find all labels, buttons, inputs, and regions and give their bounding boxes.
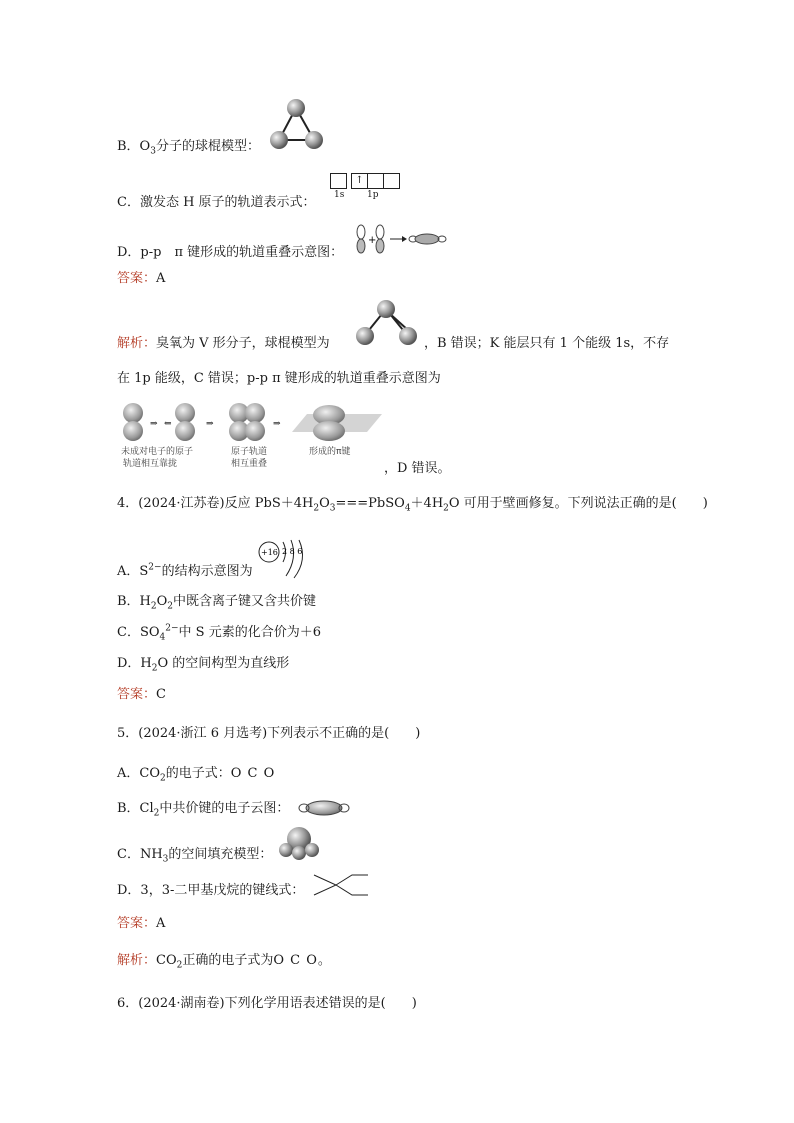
answer-5: 答案：A <box>117 916 166 931</box>
svg-text:原子轨道: 原子轨道 <box>231 447 268 457</box>
sulfide-ion-structure <box>258 540 318 580</box>
svg-text:+16: +16 <box>261 548 278 557</box>
svg-text:⇒: ⇒ <box>273 419 281 429</box>
question-5-option-d: D．3，3-二甲基戊烷的键线式： <box>117 883 305 898</box>
question-5-stem: 5．(2024·浙江 6 月选考)下列表示不正确的是( ) <box>117 726 421 741</box>
question-5-option-b: B．$Cl_2$中共价键的电子云图： <box>117 801 290 819</box>
analysis-1-line2: 在 1p 能级，C 错误；p-p π 键形成的轨道重叠示意图为 <box>117 371 441 386</box>
orbital-diagram: ↑ 1s 1p <box>330 173 400 189</box>
svg-text:⇐: ⇐ <box>164 419 172 429</box>
question-4-option-d: D．$H_2O$ 的空间构型为直线形 <box>117 656 290 674</box>
question-4-option-b: B．$H_2O_2$中既含离子键又含共价键 <box>117 594 317 612</box>
answer-4: 答案：C <box>117 687 166 702</box>
dimethylpentane-skeletal-formula <box>312 873 370 897</box>
analysis-1-line1b: ，B 错误；K 能层只有 1 个能级 1s，不存 <box>424 336 670 351</box>
option-b: B．$O_3$分子的球棍模型： <box>117 139 260 157</box>
svg-text:相互重叠: 相互重叠 <box>231 459 268 469</box>
question-4-option-c: C．$SO_4^{2-}$中 S 元素的化合价为＋6 <box>117 623 321 643</box>
svg-text:轨道相互靠拢: 轨道相互靠拢 <box>123 459 178 469</box>
option-c: C．激发态 H 原子的轨道表示式： <box>117 195 316 210</box>
chlorine-electron-cloud <box>298 797 350 819</box>
analysis-1-end: ，D 错误。 <box>384 461 451 476</box>
svg-text:⇒: ⇒ <box>150 419 158 429</box>
question-5-option-c: C．$NH_3$的空间填充模型： <box>117 847 273 865</box>
ozone-triangle-model <box>268 96 328 152</box>
analysis-5: 解析：$CO_2$正确的电子式为O C O。 <box>117 953 331 971</box>
question-4-option-a: A．$S^{2-}$的结构示意图为 <box>117 562 253 579</box>
question-4-stem: 4．(2024·江苏卷)反应 $PbS+4H_2O_3===PbSO_4+4H_2O$ 可用于壁画修复。下列说法正确的是( ) <box>117 496 708 514</box>
svg-text:+: + <box>368 235 377 246</box>
svg-text:未成对电子的原子: 未成对电子的原子 <box>121 447 194 457</box>
ozone-v-shape-model <box>352 298 420 348</box>
answer-1: 答案：A <box>117 271 166 286</box>
option-d: D．p-p π 键形成的轨道重叠示意图： <box>117 245 344 260</box>
pp-pi-overlap-small <box>354 224 449 254</box>
ammonia-space-filling-model <box>276 825 322 859</box>
analysis-1-line1: 解析：臭氧为 V 形分子，球棍模型为 <box>117 336 330 351</box>
svg-text:形成的π键: 形成的π键 <box>309 447 351 457</box>
svg-text:2 8 6: 2 8 6 <box>282 547 303 556</box>
svg-text:⇒: ⇒ <box>206 419 214 429</box>
question-5-option-a: A．$CO_2$的电子式：O C O <box>117 766 276 784</box>
pi-bond-formation-diagram <box>117 402 387 472</box>
up-arrow-icon: ↑ <box>351 173 368 189</box>
question-6-stem: 6．(2024·湖南卷)下列化学用语表述错误的是( ) <box>117 996 417 1011</box>
